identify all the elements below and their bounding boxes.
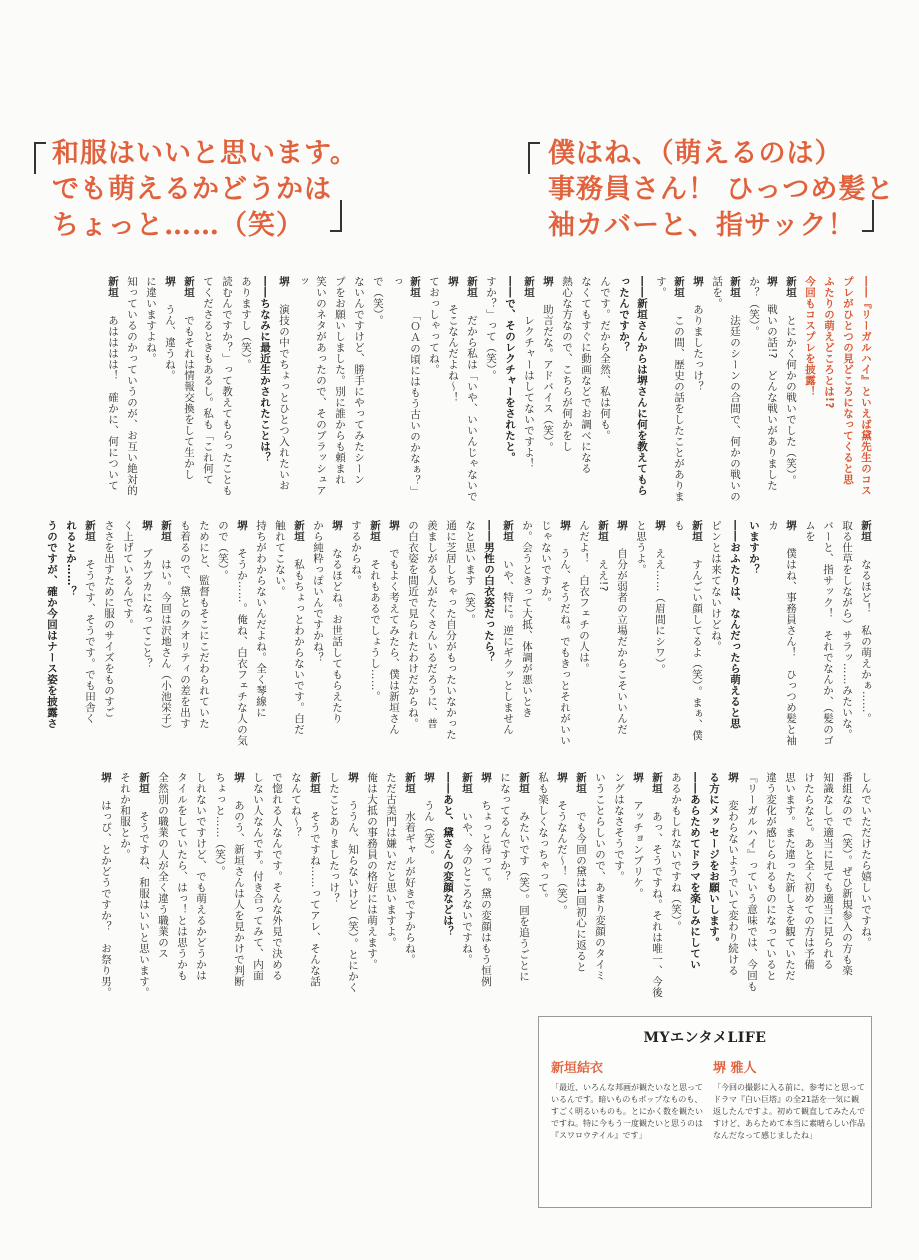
interview-line [461, 520, 479, 750]
interview-line [252, 520, 270, 750]
speaker-name: 堺 [164, 276, 176, 287]
interview-line [211, 772, 229, 1002]
speaker-name: 新垣 [523, 276, 535, 298]
speech-text: 違う変化が感じられるものになっていると [765, 772, 777, 981]
interview-line [423, 520, 441, 750]
interview-line [173, 772, 191, 1002]
speech-text: 羨ましがる人がたくさんいるだろうに、普 [426, 520, 438, 729]
speaker-name: 堺 [632, 772, 644, 783]
interview-line [667, 772, 685, 1002]
speech-text: 俺は大抵の事務員の格好には萌えます。 [366, 772, 378, 970]
interview-line [268, 772, 286, 1002]
interview-line [689, 276, 707, 506]
speech-text: じゃないですか。 [540, 520, 552, 608]
interview-line [857, 520, 875, 750]
speech-text: そうです、そうです。でも田舎く [84, 559, 96, 724]
interview-line [482, 276, 500, 506]
speaker-name: 新垣 [597, 520, 609, 542]
speech-text: に違いますよね。 [145, 276, 157, 364]
speaker-name: 新垣 [183, 276, 195, 298]
speech-text: ないんですけど、勝手にやってみたシーン [353, 276, 365, 485]
speech-text: 僕はね、事務員さん！ ひっつめ髪と袖カ [767, 520, 797, 746]
interview-line [214, 520, 232, 750]
speech-text: んです。だから全然、私は何も。 [599, 276, 611, 441]
interview-line [199, 276, 217, 506]
interview-line [287, 772, 305, 1002]
speech-text: そうですね……ってアレ、そんな話 [309, 811, 321, 987]
interview-line [97, 772, 115, 1002]
speech-text: から純粋っぽいんですかね？ [312, 520, 324, 663]
speech-text: けたらなと。あと全く初めての方は予備 [803, 772, 815, 970]
interview-line [100, 520, 118, 750]
quote-bracket-open [528, 142, 540, 174]
speech-text: ええ……（眉間にシワ）。 [654, 548, 666, 675]
speech-text: でも今回の黛は1回初心に返ると [575, 811, 587, 973]
speaker-name: 堺 [447, 276, 459, 287]
interview-line [382, 772, 400, 1002]
speaker-name: 堺 [654, 520, 666, 531]
interview-line [781, 772, 799, 1002]
interview-line [290, 520, 308, 750]
speech-text: の白衣姿を間近で見られたわけだからね。 [407, 520, 419, 729]
speech-text: いうことらしいので、あまり変顔のタイミ [594, 772, 606, 981]
speech-text: しれないですけど、でも萌えるかどうかは [195, 772, 207, 981]
interview-line [782, 276, 800, 506]
interview-line [119, 520, 137, 750]
interview-line [249, 772, 267, 1002]
interview-line [306, 772, 324, 1002]
speech-text: か。会うときって大抵、体調が悪いとき [521, 520, 533, 718]
sidebar-entry-aragaki [551, 1057, 703, 1142]
interview-line [161, 276, 179, 506]
interview-line [556, 520, 574, 750]
interview-question: ふたりの萌えどころとは!? [823, 276, 835, 409]
interview-line [123, 276, 141, 506]
speaker-name: 新垣 [160, 520, 172, 542]
interview-line [192, 772, 210, 1002]
speech-text: あはははは！ 確かに、何について [107, 315, 119, 491]
speaker-name: 新垣 [404, 772, 416, 794]
interview-question: うのですが、確か今回はナース姿を披露さ [46, 520, 58, 729]
speech-text: だから私は「いや、いいんじゃないで [466, 315, 478, 502]
interview-line [325, 772, 343, 1002]
interview-line [591, 772, 609, 1002]
interview-line [309, 520, 327, 750]
interview-line [575, 520, 593, 750]
speaker-name: 堺 [692, 276, 704, 287]
speech-text: レクチャーはしてないですよ！ [523, 315, 535, 469]
speech-text: ええ!? [597, 559, 609, 592]
interview-line [369, 276, 387, 506]
interview-question: る方にメッセージをお願いします。 [708, 772, 720, 948]
speaker-name: 堺 [480, 772, 492, 783]
speech-text: ちょっと待って。黛の変顔はもう恒例 [480, 800, 492, 987]
speech-text: で（笑）。 [372, 276, 384, 326]
interview-line [331, 276, 349, 506]
speech-text: ありましたっけ？ [692, 304, 704, 392]
speaker-name: 堺 [556, 772, 568, 783]
interview-line [534, 772, 552, 1002]
interview-line [648, 772, 666, 1002]
interview-line [520, 276, 538, 506]
interview-line [138, 520, 156, 750]
interview-line [294, 276, 330, 506]
interview-line [577, 276, 595, 506]
speech-text: しんでいただけたら嬉しいですね。 [860, 772, 872, 948]
speech-text: でもよく考えてみたら、僕は新垣さん [388, 548, 400, 735]
speech-text: したことありましたっけ？ [328, 772, 340, 904]
interview-text-band-2 [40, 520, 875, 750]
interview-line [271, 520, 289, 750]
interview-question: ――男性の白衣姿だったら？ [483, 520, 495, 663]
interview-line [629, 772, 647, 1002]
interview-text-band-3 [40, 772, 875, 1002]
interview-question: ――あらためてドラマを楽しみにしてい [689, 772, 701, 970]
interview-question: 今回もコスプレを披露！ [804, 276, 816, 397]
speaker-name: 新垣 [502, 520, 514, 542]
interview-line [838, 772, 856, 1002]
speech-text: それもあるでしょうし……。 [369, 559, 381, 702]
speech-text: 番組なので（笑）。ぜひ新規参入の方も楽 [841, 772, 853, 976]
interview-line [142, 276, 160, 506]
interview-line [420, 772, 438, 1002]
speaker-name: 堺 [423, 772, 435, 783]
speech-text: 持ちがわからないんだよね。全く琴線に [255, 520, 267, 718]
speech-text: でもそれは情報交換をして生かし [183, 315, 195, 480]
interview-line [176, 520, 194, 750]
speech-text: く上げているんです。 [122, 520, 134, 630]
speech-text: この間、歴史の話をしたことがあります。 [655, 276, 685, 502]
interview-line [350, 276, 368, 506]
interview-line [230, 772, 248, 1002]
sidebar-title: MYエンタメLIFE [643, 1030, 767, 1046]
interview-line [651, 520, 669, 750]
speaker-name: 新垣 [860, 520, 872, 542]
speech-text: あっ、そうですね。それは唯一、今後 [651, 811, 663, 998]
speaker-name: 新垣 [651, 772, 663, 794]
speech-text: ううん、知らないけど（笑）。とにかく [347, 800, 359, 993]
interview-line [442, 520, 460, 750]
speech-text: うん、違うね。 [164, 304, 176, 381]
speech-text: あるかもしれないですね（笑）。 [670, 772, 682, 932]
interview-line [857, 772, 875, 1002]
speech-text: 私もちょっとわからないです。白だ [293, 559, 305, 735]
speech-text: そうなんだ～！（笑）。 [556, 800, 568, 916]
interview-line [515, 772, 533, 1002]
speech-text: タイルをしていたら、はっ！とは思うかも [176, 772, 188, 981]
speech-text: 水着ギャルが好きですからね。 [404, 811, 416, 965]
sidebar-comment: 「最近、いろんな邦画が観たいなと思っているんです。暗いものもポップなものも、すごく明るいものも。とにかく数を観たいですね。特に今もう一度観たいと思うのは『スワロウテイル』です」 [551, 1083, 703, 1140]
speech-text: アッチョンブリケ。 [632, 800, 644, 899]
speech-text: ちょっと……（笑）。 [214, 772, 226, 877]
speaker-name: 堺 [785, 520, 797, 531]
speaker-name: 新垣 [518, 772, 530, 794]
interview-line [553, 772, 571, 1002]
speech-text: すか？」って（笑）。 [485, 276, 497, 381]
speaker-name: 新垣 [461, 772, 473, 794]
speaker-name: 堺 [766, 276, 778, 287]
interview-line [401, 772, 419, 1002]
speech-text: それか和服とか。 [119, 772, 131, 860]
interview-line [670, 520, 706, 750]
speech-text: 熱心な方なので、こちらが何かをし [561, 276, 573, 452]
interview-question: ――ちなみに最近生かされたことは？ [259, 276, 271, 463]
interview-line [743, 772, 761, 1002]
interview-line [596, 276, 614, 506]
speech-text: 演技の中でちょっとひとつ入れたいお [278, 304, 290, 491]
speech-text: なくてもすぐに動画などでお調べになる [580, 276, 592, 474]
quote-bracket-open [34, 142, 46, 174]
sidebar-person-name: 新垣結衣 [551, 1061, 604, 1076]
speech-text: 法廷のシーンの合間で、何かの戦いの話を。 [711, 276, 741, 502]
interview-line [463, 276, 481, 506]
speaker-name: 堺 [542, 276, 554, 287]
speech-text: で惚れる人なんです。そんな外見で決める [271, 772, 283, 981]
speaker-name: 堺 [100, 772, 112, 783]
interview-question: れるとか……？ [65, 520, 77, 597]
interview-line [708, 276, 744, 506]
speech-text: 知っているのかっていうのが、お互い絶対的 [126, 276, 138, 496]
interview-line [444, 276, 462, 506]
speech-text: すんごい顔してるよ（笑）。まぁ、僕も [673, 520, 703, 741]
sidebar-person-name: 堺 雅人 [713, 1061, 757, 1076]
interview-line [388, 276, 424, 506]
speech-text: ておっしゃってね。 [428, 276, 440, 375]
speaker-name: 堺 [616, 520, 628, 531]
interview-line [707, 520, 725, 750]
speaker-name: 新垣 [107, 276, 119, 298]
speaker-name: 堺 [233, 772, 245, 783]
speech-text: ピンとは来てないけどね。 [710, 520, 722, 652]
interview-line [572, 772, 590, 1002]
interview-line [745, 276, 781, 506]
speech-text: なと思います（笑）。 [464, 520, 476, 625]
speaker-name: 新垣 [785, 276, 797, 298]
pull-quote-left [52, 136, 358, 244]
interview-line [180, 276, 198, 506]
speaker-name: 新垣 [673, 276, 685, 298]
speech-text: 通に芝居しちゃった自分がもったいなかった [445, 520, 457, 740]
speech-text: なんてね～？ [290, 772, 302, 838]
speech-text: 知識なしで適当に見ても適当に見られる [822, 772, 834, 970]
speaker-name: 堺 [141, 520, 153, 531]
speech-text: あのう、新垣さんは人を見かけで判断 [233, 800, 245, 987]
speech-text: うん、そうだね。でもきっとそれがいい [559, 548, 571, 746]
interview-line [496, 772, 514, 1002]
interview-line [404, 520, 422, 750]
interview-line [328, 520, 346, 750]
interview-line [724, 772, 742, 1002]
interview-line [425, 276, 443, 506]
interview-line [610, 772, 628, 1002]
pull-quote-line: 僕はね、（萌えるのは） [548, 138, 843, 169]
interview-line [632, 520, 650, 750]
speech-text: 笑いのネタがあったので、そのブラッシュアッ [297, 276, 327, 496]
speaker-name: 新垣 [138, 772, 150, 794]
speech-text: するからね。 [350, 520, 362, 586]
interview-question: ――で、そのレクチャーをされたと。 [504, 276, 516, 463]
interview-question: ――おふたりは、なんだったら萌えると思 [729, 520, 741, 729]
speech-text: 変わらないようでいて変わり続ける [727, 800, 739, 976]
pull-quote-line: 事務員さん！ ひっつめ髪と [548, 174, 895, 205]
speaker-name: 新垣 [466, 276, 478, 298]
speech-text: 全然別の職業の人が全く違う職業のス [157, 772, 169, 959]
speech-text: みたいです（笑）。回を追うごとに [518, 811, 530, 982]
interview-line [366, 520, 384, 750]
speech-text: いや、特に。逆にギクッとしません [502, 559, 514, 735]
interview-line [237, 276, 255, 506]
speech-text: になってるんですか？ [499, 772, 511, 882]
interview-line [135, 772, 153, 1002]
speech-text: 自分が弱者の立場だからこそいいんだ [616, 548, 628, 735]
speech-text: と思うよ。 [635, 520, 647, 575]
speech-text: 思います。また違った新しさを観ていただ [784, 772, 796, 981]
speech-text: 読むんですか？」って教えてもらったことも [221, 276, 233, 496]
speech-text: いや、今のところないですね。 [461, 811, 473, 965]
speaker-name: 堺 [727, 772, 739, 783]
speech-text: うん（笑）。 [423, 800, 435, 861]
sidebar-entry-sakai [713, 1057, 865, 1142]
speaker-name: 堺 [559, 520, 571, 531]
speech-text: ブカブカになってこと？ [141, 548, 153, 669]
speech-text: ためにと、監督もそこにこだわられていた [198, 520, 210, 729]
speaker-name: 新垣 [691, 520, 703, 542]
pull-quote-right [548, 136, 894, 244]
speaker-name: 新垣 [409, 276, 421, 298]
interview-line [116, 772, 134, 1002]
speech-text: ありますし（笑）。 [240, 276, 252, 370]
speech-text: 触れてこない。 [274, 520, 286, 597]
speech-text: 私も楽しくなっちゃって。 [537, 772, 549, 904]
pull-quote-line: 袖カバーと、指サック！ [548, 210, 856, 241]
speech-text: なるほどね。お世話してもらえたり [331, 548, 343, 724]
speech-text: 『リーガルハイ』っていう意味では、今回も [746, 772, 758, 992]
speech-text: んだよ！ 白衣フェチの人は。 [578, 520, 590, 674]
interview-line [233, 520, 251, 750]
my-entame-life-box [538, 1016, 872, 1208]
interview-line [363, 772, 381, 1002]
pull-quote-line: ちょっと……（笑） [52, 210, 304, 241]
speech-text: そうか……。俺ね、白衣フェチな人の気 [236, 548, 248, 746]
speech-text: そうですね、和服はいいと思います。 [138, 811, 150, 998]
speaker-name: 新垣 [309, 772, 321, 794]
speaker-name: 新垣 [369, 520, 381, 542]
speech-text: とにかく何かの戦いでした（笑）。 [785, 315, 797, 486]
speech-text: バーと、指サック！ それでなんか、（髪のゴムを [804, 520, 834, 746]
speaker-name: 堺 [388, 520, 400, 531]
speech-text: 助言だな。アドバイス（笑）。 [542, 304, 554, 453]
speaker-name: 堺 [236, 520, 248, 531]
interview-line [801, 520, 837, 750]
interview-line [195, 520, 213, 750]
speech-text: プをお願いしました。別に誰からも頼まれ [334, 276, 346, 485]
speech-text: 「ＯＡの頃にはもう古いのかなぁ？」っ [391, 276, 421, 497]
speech-text: ささを出すために服のサイズをものすご [103, 520, 115, 718]
interview-line [477, 772, 495, 1002]
interview-line [157, 520, 175, 750]
interview-line [154, 772, 172, 1002]
speech-text: ので（笑）。 [217, 520, 229, 581]
pull-quote-line: でも萌えるかどうかは [52, 174, 332, 205]
speech-text: も着るので、黛とのクオリティの差を出す [179, 520, 191, 729]
interview-line [347, 520, 365, 750]
interview-line [558, 276, 576, 506]
interview-line [518, 520, 536, 750]
interview-line [838, 520, 856, 750]
interview-line [594, 520, 612, 750]
interview-question: ――あと、黛さんの変顔などは？ [442, 772, 454, 937]
interview-line [537, 520, 555, 750]
interview-line [800, 772, 818, 1002]
speech-text: そこなんだよね～！ [447, 304, 459, 403]
interview-line [764, 520, 800, 750]
interview-question: ――新垣さんからは堺さんに何を教えてもらったんですか？ [618, 276, 648, 496]
interview-line [762, 772, 780, 1002]
speech-text: ただ古美門は嫌いだと思いますよ。 [385, 772, 397, 948]
interview-line [81, 520, 99, 750]
speaker-name: 堺 [331, 520, 343, 531]
speech-text: 取る仕草をしながら）サラッ……みたいな。 [841, 520, 853, 740]
interview-line [275, 276, 293, 506]
speaker-name: 新垣 [729, 276, 741, 298]
speaker-name: 新垣 [293, 520, 305, 542]
interview-line [613, 520, 631, 750]
speech-text: はっぴ、とかどうですか？ お祭り男。 [100, 800, 112, 998]
speaker-name: 堺 [347, 772, 359, 783]
speaker-name: 堺 [278, 276, 290, 287]
speech-text: なるほど！ 私の萌えかぁ……。 [860, 559, 872, 724]
interview-line [104, 276, 122, 506]
interview-line [499, 520, 517, 750]
speech-text: はい。今回は沢地さん（小池栄子） [160, 559, 172, 735]
interview-text-band-1 [40, 276, 875, 506]
sidebar-comment: 「今回の撮影に入る前に、参考にと思ってドラマ『白い巨塔』の全21話を一気に観返したんですよ。初めて観直してみたんですけど、あらためて本当に素晴らしい作品なんだなって感じましたね」 [713, 1083, 865, 1140]
interview-line [652, 276, 688, 506]
pull-quote-line: 和服はいいと思います。 [52, 138, 358, 169]
speech-text: ングはなさそうです。 [613, 772, 625, 882]
speech-text: しない人なんです。付き合ってみて、内面 [252, 772, 264, 981]
speech-text: てくださるときもあるし。私も「これ何て [202, 276, 214, 485]
interview-question: いますか？ [748, 520, 760, 575]
interview-line [819, 772, 837, 1002]
speaker-name: 新垣 [84, 520, 96, 542]
interview-line [539, 276, 557, 506]
speaker-name: 新垣 [575, 772, 587, 794]
interview-line [458, 772, 476, 1002]
interview-line [218, 276, 236, 506]
interview-line [385, 520, 403, 750]
speech-text: 戦いの話!? どんな戦いがありましたか？（笑）。 [748, 276, 778, 491]
interview-line [344, 772, 362, 1002]
interview-question: ――『リーガルハイ』といえば黛先生のコスプレがひとつの見どころになってくると思 [842, 276, 872, 496]
